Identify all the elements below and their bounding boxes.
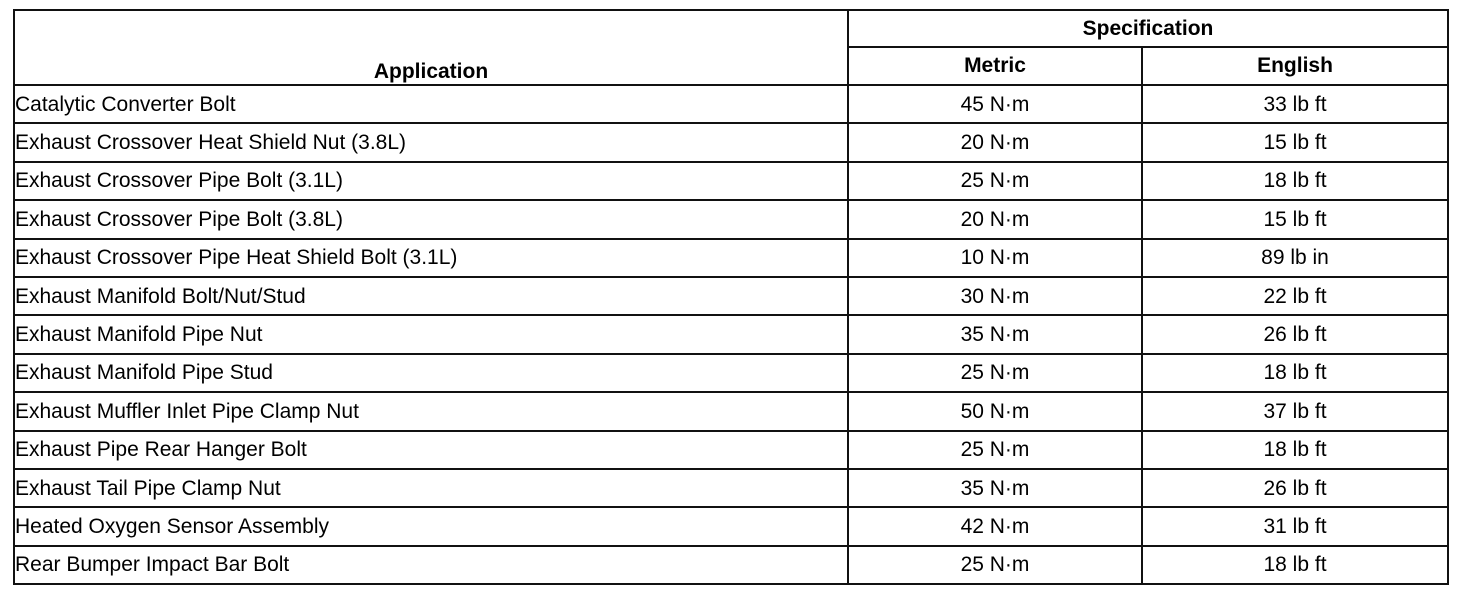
application-cell: Exhaust Crossover Pipe Bolt (3.1L) [14,162,848,200]
metric-cell: 30 N·m [848,277,1142,315]
table-row [14,507,1448,545]
table-body [14,85,1448,584]
english-cell: 31 lb ft [1142,507,1448,545]
application-cell: Exhaust Crossover Pipe Heat Shield Bolt (3.1L) [14,239,848,277]
english-cell: 33 lb ft [1142,85,1448,123]
metric-cell: 35 N·m [848,315,1142,353]
english-cell: 89 lb in [1142,239,1448,277]
english-header: English [1142,47,1448,85]
table-row [14,277,1448,315]
application-cell: Exhaust Manifold Pipe Stud [14,354,848,392]
table-row [14,200,1448,238]
english-cell: 18 lb ft [1142,162,1448,200]
metric-cell: 10 N·m [848,239,1142,277]
application-cell: Exhaust Manifold Bolt/Nut/Stud [14,277,848,315]
english-cell: 18 lb ft [1142,546,1448,584]
table-row [14,354,1448,392]
application-cell: Exhaust Pipe Rear Hanger Bolt [14,431,848,469]
table-row [14,469,1448,507]
metric-cell: 20 N·m [848,123,1142,161]
english-cell: 18 lb ft [1142,354,1448,392]
metric-cell: 50 N·m [848,392,1142,430]
application-cell: Exhaust Tail Pipe Clamp Nut [14,469,848,507]
table-row [14,123,1448,161]
english-cell: 37 lb ft [1142,392,1448,430]
english-cell: 15 lb ft [1142,200,1448,238]
torque-spec-table [13,9,1449,585]
english-cell: 22 lb ft [1142,277,1448,315]
table-row [14,162,1448,200]
metric-cell: 20 N·m [848,200,1142,238]
metric-cell: 25 N·m [848,162,1142,200]
metric-cell: 25 N·m [848,354,1142,392]
metric-cell: 35 N·m [848,469,1142,507]
application-cell: Exhaust Muffler Inlet Pipe Clamp Nut [14,392,848,430]
application-cell: Heated Oxygen Sensor Assembly [14,507,848,545]
table-row [14,431,1448,469]
metric-cell: 45 N·m [848,85,1142,123]
specification-header: Specification [848,10,1448,47]
metric-cell: 25 N·m [848,546,1142,584]
metric-cell: 42 N·m [848,507,1142,545]
application-cell: Exhaust Manifold Pipe Nut [14,315,848,353]
application-cell: Rear Bumper Impact Bar Bolt [14,546,848,584]
table-row [14,392,1448,430]
metric-header: Metric [848,47,1142,85]
english-cell: 26 lb ft [1142,315,1448,353]
table-row [14,85,1448,123]
application-header: Application [14,10,848,85]
table-row [14,546,1448,584]
application-cell: Exhaust Crossover Heat Shield Nut (3.8L) [14,123,848,161]
table-row [14,315,1448,353]
english-cell: 26 lb ft [1142,469,1448,507]
table-row [14,239,1448,277]
english-cell: 15 lb ft [1142,123,1448,161]
application-cell: Exhaust Crossover Pipe Bolt (3.8L) [14,200,848,238]
metric-cell: 25 N·m [848,431,1142,469]
application-cell: Catalytic Converter Bolt [14,85,848,123]
english-cell: 18 lb ft [1142,431,1448,469]
